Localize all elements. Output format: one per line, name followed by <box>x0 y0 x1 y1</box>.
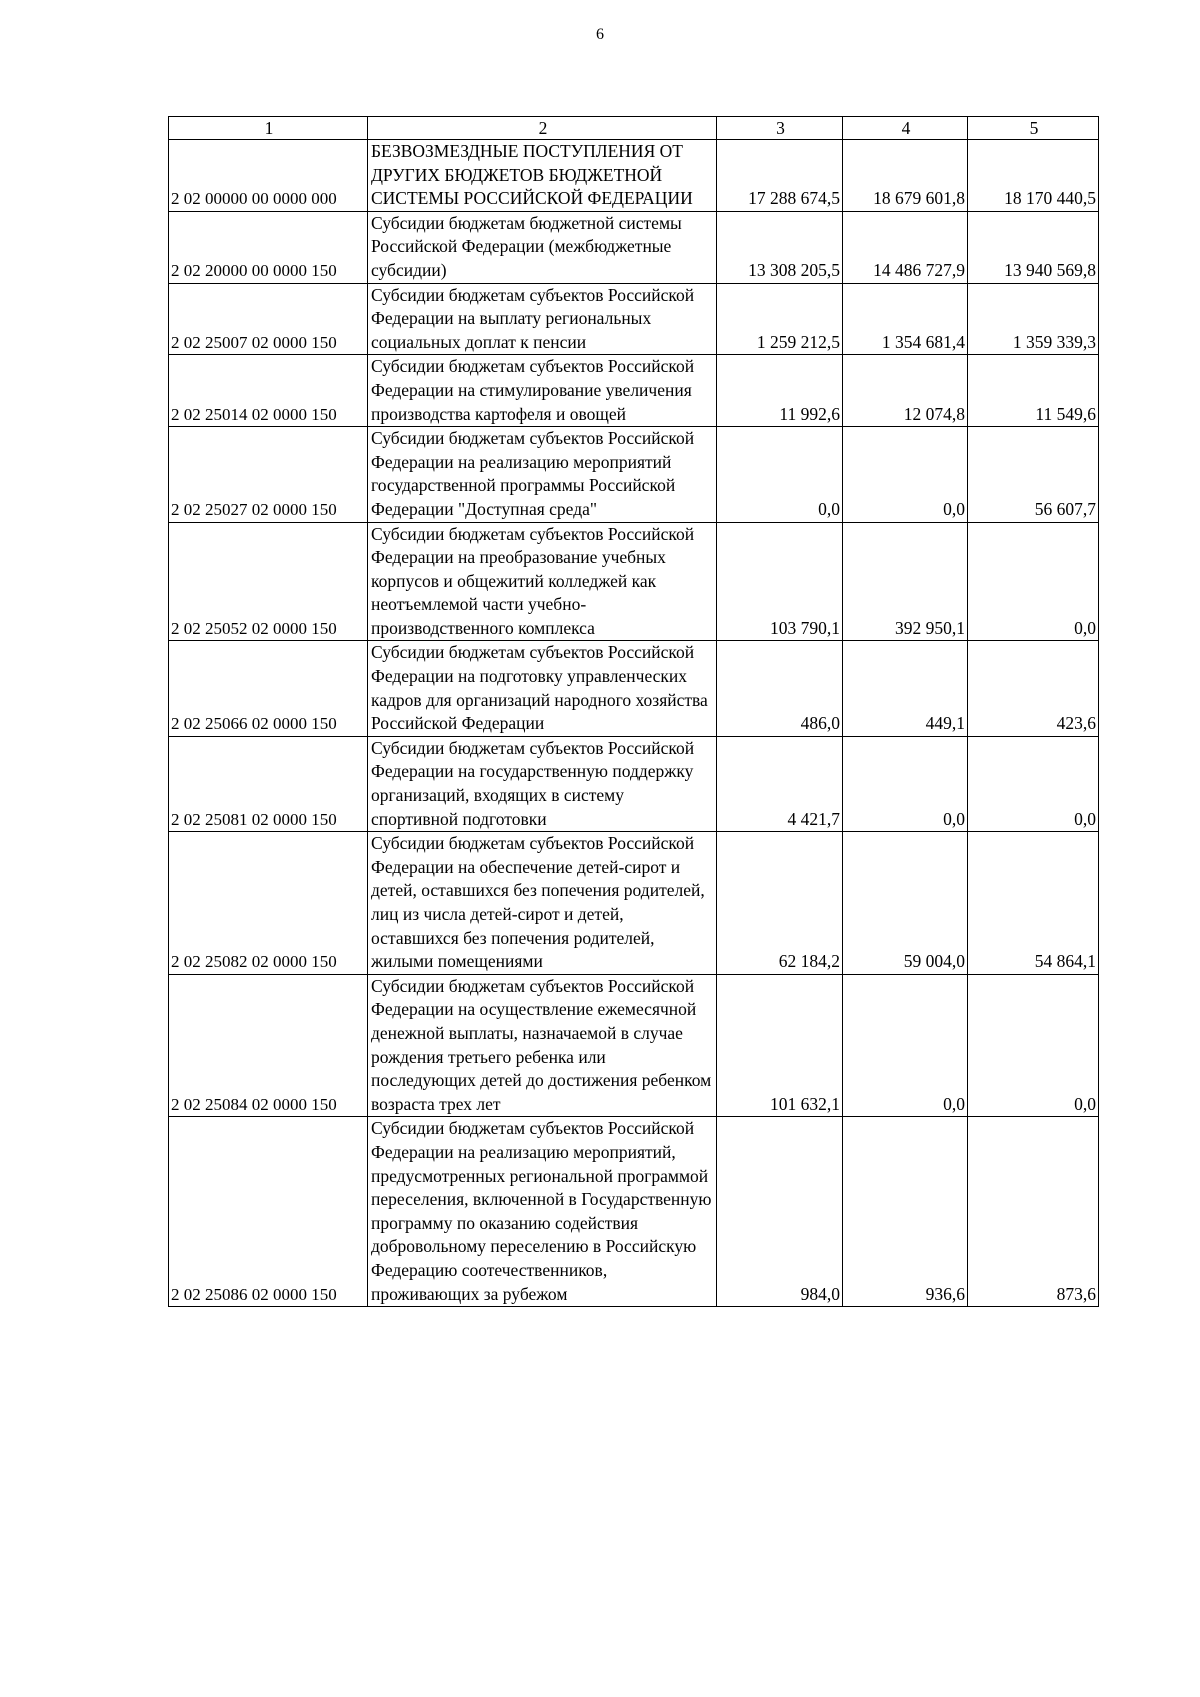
column-header-value-4: 4 <box>843 117 968 140</box>
table-row <box>169 355 1099 427</box>
row-budget-code: 2 02 25084 02 0000 150 <box>169 974 368 1117</box>
row-value-col-4: 1 354 681,4 <box>843 283 968 355</box>
table-row <box>169 140 1099 212</box>
row-budget-code: 2 02 25082 02 0000 150 <box>169 832 368 975</box>
row-value-col-5: 0,0 <box>968 736 1099 831</box>
row-description: Субсидии бюджетам субъектов Российской Федерации на выплату региональных социальных доплат к пенсии <box>368 283 717 355</box>
row-value-col-5: 0,0 <box>968 974 1099 1117</box>
budget-revenue-table <box>168 116 1099 1307</box>
row-value-col-4: 59 004,0 <box>843 832 968 975</box>
row-description: БЕЗВОЗМЕЗДНЫЕ ПОСТУПЛЕНИЯ ОТ ДРУГИХ БЮДЖЕТОВ БЮДЖЕТНОЙ СИСТЕМЫ РОССИЙСКОЙ ФЕДЕРАЦИИ <box>368 140 717 212</box>
row-description: Субсидии бюджетам субъектов Российской Федерации на реализацию мероприятий государственной программы Российской Федерации "Доступная среда" <box>368 427 717 522</box>
row-value-col-3: 1 259 212,5 <box>717 283 843 355</box>
row-value-col-3: 984,0 <box>717 1117 843 1307</box>
row-description: Субсидии бюджетам субъектов Российской Федерации на подготовку управленческих кадров для организаций народного хозяйства Российской Федерации <box>368 641 717 736</box>
table-header-row <box>169 117 1099 140</box>
row-budget-code: 2 02 00000 00 0000 000 <box>169 140 368 212</box>
row-description: Субсидии бюджетам субъектов Российской Федерации на государственную поддержку организаций, входящих в систему спортивной подготовки <box>368 736 717 831</box>
row-value-col-3: 101 632,1 <box>717 974 843 1117</box>
table-row <box>169 211 1099 283</box>
row-value-col-3: 4 421,7 <box>717 736 843 831</box>
row-description: Субсидии бюджетам субъектов Российской Федерации на стимулирование увеличения производства картофеля и овощей <box>368 355 717 427</box>
row-value-col-4: 0,0 <box>843 974 968 1117</box>
row-description: Субсидии бюджетам субъектов Российской Федерации на обеспечение детей-сирот и детей, оставшихся без попечения родителей, лиц из числа детей-сирот и детей, оставшихся без попечения родителей, жилыми помещениями <box>368 832 717 975</box>
row-value-col-5: 0,0 <box>968 522 1099 641</box>
row-budget-code: 2 02 25052 02 0000 150 <box>169 522 368 641</box>
row-description: Субсидии бюджетам бюджетной системы Российской Федерации (межбюджетные субсидии) <box>368 211 717 283</box>
row-value-col-3: 0,0 <box>717 427 843 522</box>
table-row <box>169 832 1099 975</box>
row-value-col-4: 12 074,8 <box>843 355 968 427</box>
row-description: Субсидии бюджетам субъектов Российской Федерации на осуществление ежемесячной денежной выплаты, назначаемой в случае рождения третьего ребенка или последующих детей до достижения ребенком возраста трех лет <box>368 974 717 1117</box>
row-value-col-3: 486,0 <box>717 641 843 736</box>
column-header-value-5: 5 <box>968 117 1099 140</box>
row-value-col-5: 423,6 <box>968 641 1099 736</box>
row-value-col-4: 936,6 <box>843 1117 968 1307</box>
row-value-col-3: 103 790,1 <box>717 522 843 641</box>
row-value-col-5: 11 549,6 <box>968 355 1099 427</box>
table-row <box>169 641 1099 736</box>
page-number: 6 <box>596 26 604 43</box>
column-header-code: 1 <box>169 117 368 140</box>
row-value-col-5: 873,6 <box>968 1117 1099 1307</box>
row-budget-code: 2 02 25007 02 0000 150 <box>169 283 368 355</box>
row-description: Субсидии бюджетам субъектов Российской Федерации на реализацию мероприятий, предусмотренных региональной программой переселения, включенной в Государственную программу по оказанию содействия добровольному переселению в Российскую Федерацию соотечественников, проживающих за рубежом <box>368 1117 717 1307</box>
row-budget-code: 2 02 20000 00 0000 150 <box>169 211 368 283</box>
row-value-col-4: 14 486 727,9 <box>843 211 968 283</box>
row-value-col-5: 1 359 339,3 <box>968 283 1099 355</box>
row-budget-code: 2 02 25066 02 0000 150 <box>169 641 368 736</box>
row-value-col-3: 13 308 205,5 <box>717 211 843 283</box>
row-value-col-5: 13 940 569,8 <box>968 211 1099 283</box>
row-budget-code: 2 02 25014 02 0000 150 <box>169 355 368 427</box>
row-value-col-3: 62 184,2 <box>717 832 843 975</box>
row-value-col-4: 0,0 <box>843 427 968 522</box>
table-body <box>169 140 1099 1307</box>
row-value-col-4: 18 679 601,8 <box>843 140 968 212</box>
row-budget-code: 2 02 25086 02 0000 150 <box>169 1117 368 1307</box>
table-row <box>169 736 1099 831</box>
row-value-col-5: 56 607,7 <box>968 427 1099 522</box>
table-row <box>169 522 1099 641</box>
column-header-name: 2 <box>368 117 717 140</box>
row-budget-code: 2 02 25027 02 0000 150 <box>169 427 368 522</box>
column-header-value-3: 3 <box>717 117 843 140</box>
row-value-col-3: 11 992,6 <box>717 355 843 427</box>
table-row <box>169 427 1099 522</box>
row-description: Субсидии бюджетам субъектов Российской Федерации на преобразование учебных корпусов и общежитий колледжей как неотъемлемой части учебно-производственного комплекса <box>368 522 717 641</box>
row-value-col-3: 17 288 674,5 <box>717 140 843 212</box>
table-row <box>169 1117 1099 1307</box>
row-value-col-4: 449,1 <box>843 641 968 736</box>
row-budget-code: 2 02 25081 02 0000 150 <box>169 736 368 831</box>
row-value-col-5: 54 864,1 <box>968 832 1099 975</box>
row-value-col-4: 392 950,1 <box>843 522 968 641</box>
table-row <box>169 974 1099 1117</box>
row-value-col-5: 18 170 440,5 <box>968 140 1099 212</box>
row-value-col-4: 0,0 <box>843 736 968 831</box>
table-row <box>169 283 1099 355</box>
